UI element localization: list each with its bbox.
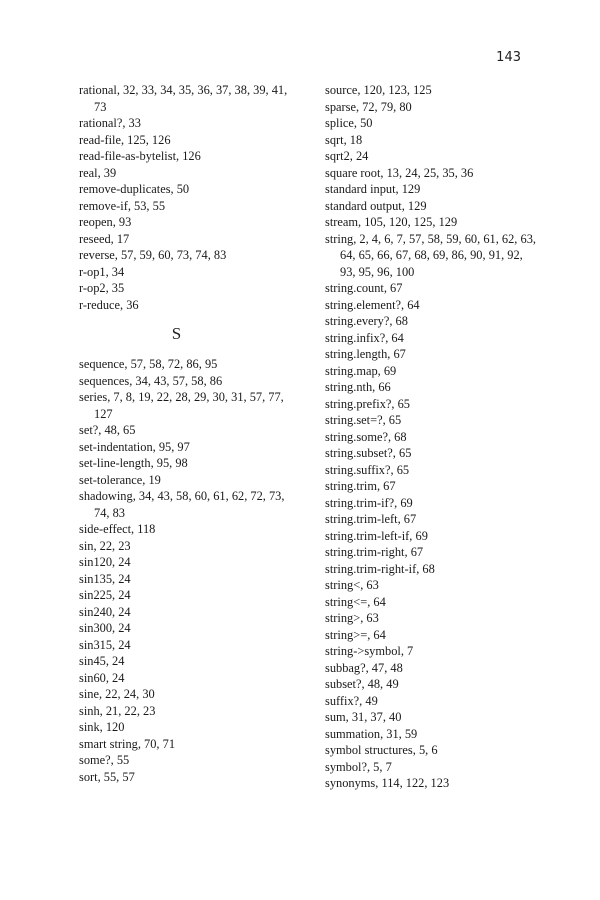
index-entries-r: [79, 82, 294, 313]
index-entry: shadowing, 34, 43, 58, 60, 61, 62, 72, 73, 74, 83: [79, 489, 285, 520]
index-entry: side-effect, 118: [79, 522, 156, 536]
index-entry: sparse, 72, 79, 80: [325, 99, 412, 114]
index-entry: string.set=?, 65: [325, 413, 402, 427]
index-entries-s-continued: [325, 82, 540, 792]
page-number: 143: [496, 50, 521, 65]
index-entry: rational?, 33: [79, 116, 141, 130]
index-entry: smart string, 70, 71: [79, 736, 176, 751]
index-entry: real, 39: [79, 165, 117, 180]
index-entry: sequences, 34, 43, 57, 58, 86: [79, 373, 223, 388]
index-entry: string.trim-right-if, 68: [325, 561, 435, 576]
index-entry: summation, 31, 59: [325, 726, 418, 741]
index-entry: string.subset?, 65: [325, 446, 412, 460]
index-entry: r-reduce, 36: [79, 297, 139, 312]
index-entry: string.every?, 68: [325, 314, 408, 328]
index-entry: string.trim-left-if, 69: [325, 528, 428, 543]
index-entry: sinh, 21, 22, 23: [79, 703, 156, 718]
index-entry: rational, 32, 33, 34, 35, 36, 37, 38, 39, 41, 73: [79, 83, 288, 114]
index-entry: string.trim-right, 67: [325, 545, 424, 559]
index-entry: string<, 63: [325, 578, 379, 592]
index-entry: read-file-as-bytelist, 126: [79, 149, 201, 163]
index-entry: set-line-length, 95, 98: [79, 456, 188, 470]
index-entry: sin120, 24: [79, 555, 131, 569]
index-entry: sin, 22, 23: [79, 538, 131, 553]
index-entry: sin225, 24: [79, 588, 131, 602]
index-entry: sink, 120: [79, 720, 125, 734]
index-entry: remove-if, 53, 55: [79, 198, 166, 213]
index-entry: source, 120, 123, 125: [325, 83, 432, 97]
index-entry: symbol structures, 5, 6: [325, 743, 438, 757]
index-entry: sqrt2, 24: [325, 149, 369, 163]
index-entry: symbol?, 5, 7: [325, 759, 392, 774]
index-entry: sin240, 24: [79, 604, 131, 619]
section-heading-s: S: [171, 324, 182, 343]
index-entry: suffix?, 49: [325, 693, 378, 708]
index-entry: r-op2, 35: [79, 281, 125, 295]
index-entry: stream, 105, 120, 125, 129: [325, 215, 458, 229]
index-entry: string<=, 64: [325, 594, 386, 609]
index-entry: string.infix?, 64: [325, 330, 404, 345]
index-entry: string.suffix?, 65: [325, 462, 410, 477]
index-entry: set?, 48, 65: [79, 423, 136, 437]
index-entry: string.some?, 68: [325, 429, 407, 444]
index-entries-s: [79, 356, 294, 785]
index-entry: sequence, 57, 58, 72, 86, 95: [79, 357, 218, 371]
index-entry: sin300, 24: [79, 621, 131, 635]
index-entry: reopen, 93: [79, 215, 132, 229]
index-entry: string>, 63: [325, 611, 379, 625]
index-entry: some?, 55: [79, 753, 130, 767]
index-entry: string.element?, 64: [325, 297, 420, 312]
index-entry: square root, 13, 24, 25, 35, 36: [325, 165, 474, 180]
index-entry: reverse, 57, 59, 60, 73, 74, 83: [79, 248, 227, 262]
index-entry: reseed, 17: [79, 231, 130, 246]
index-column-right: [325, 82, 540, 792]
index-entry: string, 2, 4, 6, 7, 57, 58, 59, 60, 61, 62, 63, 64, 65, 66, 67, 68, 69, 86, 90, 91, 92, 93, 95, 96, 100: [325, 231, 536, 279]
index-entry: r-op1, 34: [79, 264, 125, 279]
index-entry: sum, 31, 37, 40: [325, 710, 402, 724]
index-entry: sin45, 24: [79, 654, 125, 668]
index-entry: sqrt, 18: [325, 132, 363, 147]
index-entry: sine, 22, 24, 30: [79, 687, 155, 701]
index-entry: sort, 55, 57: [79, 769, 135, 784]
index-entry: string->symbol, 7: [325, 644, 414, 658]
index-entry: sin135, 24: [79, 571, 131, 586]
index-column-left: [79, 82, 294, 785]
index-entry: string.trim-left, 67: [325, 512, 417, 526]
index-entry: series, 7, 8, 19, 22, 28, 29, 30, 31, 57, 77, 127: [79, 390, 284, 421]
index-entry: string.map, 69: [325, 363, 397, 378]
index-entry: string.length, 67: [325, 347, 406, 361]
index-entry: string.trim-if?, 69: [325, 495, 413, 510]
index-entry: string.count, 67: [325, 281, 403, 295]
index-entry: set-indentation, 95, 97: [79, 439, 190, 454]
index-entry: string.prefix?, 65: [325, 396, 410, 411]
index-entry: synonyms, 114, 122, 123: [325, 776, 450, 790]
index-entry: standard input, 129: [325, 182, 421, 196]
index-entry: string.nth, 66: [325, 380, 391, 394]
index-entry: sin315, 24: [79, 637, 131, 652]
index-entry: standard output, 129: [325, 198, 427, 213]
index-entry: string>=, 64: [325, 627, 386, 642]
index-entry: remove-duplicates, 50: [79, 182, 190, 196]
index-entry: subbag?, 47, 48: [325, 660, 403, 675]
index-entry: string.trim, 67: [325, 479, 396, 493]
index-entry: read-file, 125, 126: [79, 132, 171, 147]
index-entry: splice, 50: [325, 116, 373, 130]
index-entry: subset?, 48, 49: [325, 677, 399, 691]
index-entry: sin60, 24: [79, 670, 125, 685]
index-entry: set-tolerance, 19: [79, 472, 161, 487]
